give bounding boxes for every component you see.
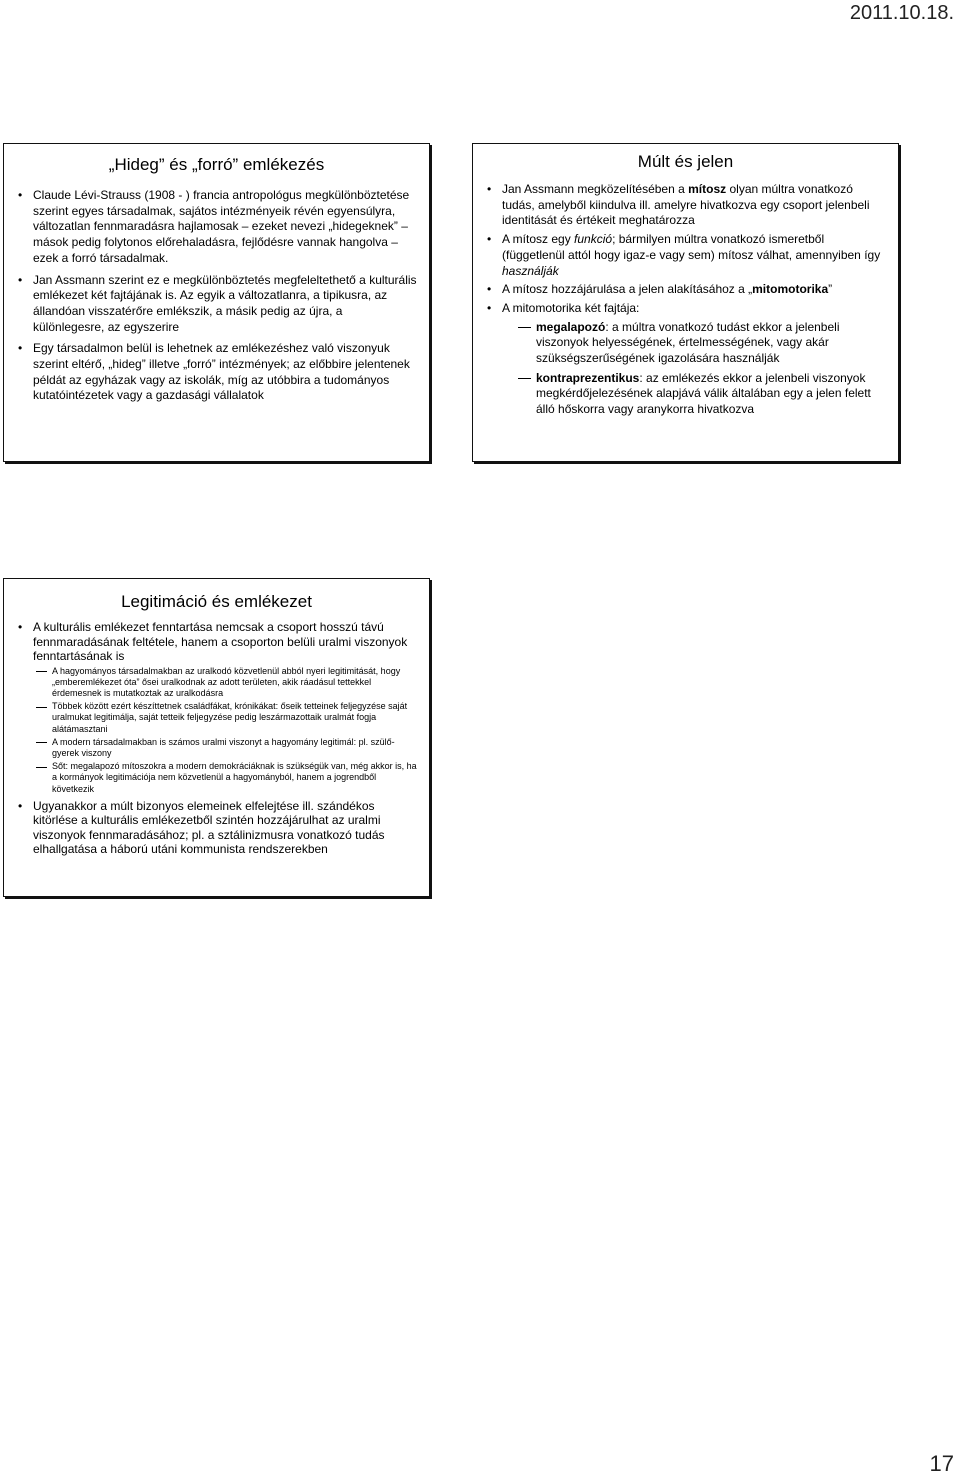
bullet-item: • Claude Lévi-Strauss (1908 - ) francia antropológus megkülönböztetése szerint egyes társadalmak, sajátos intézményeik révén egyensúlyra, változatlan fennmaradásra hajlamosak – ezeket nevezi „hidegeknek” – mások pedig folytonos előrehaladásra, fejlődésre vannak hangolva – ezek a forró társadalmak. — [16, 188, 417, 267]
keyword-mitomotorika: mitomotorika — [752, 282, 829, 297]
sub-bullet-item: A hagyományos társadalmakban az uralkodó közvetlenül abból nyeri legitimitását, hogy „emberemlékezet óta” ősei uralkodnak az adott területen, akik ráadásul tettekkel érdemesnek is mutatkoztak az uralkodásra — [33, 666, 417, 700]
sub-bullet-item: kontraprezentikus: az emlékezés ekkor a jelenbeli viszonyok megkérdőjelezésének alapjává válik általában egy a jelen felett álló hőskorra vagy aranykorra hivatkozva — [502, 371, 886, 418]
sub-bullet-item: megalapozó: a múltra vonatkozó tudást ekkor a jelenbeli viszonyok helyességének, értelmességének, vagy akár szükségszerűségének igazolására használják — [502, 320, 886, 367]
document-date: 2011.10.18. — [849, 2, 954, 24]
bullet-item: • A kulturális emlékezet fenntartása nemcsak a csoport hosszú távú fennmaradásának feltétele, hanem a csoporton belüli uralmi viszonyok fenntartásának is A hagyományos társadalmakban az uralkodó közvetlenül abból nyeri legitimitását, hogy „emberemlékezet óta” ősei uralkodnak az adott területen, akik ráadásul tettekkel érdemesnek is mutatkoztak az uralkodásra Többek között ezért készíttetnek családfákat, krónikákat: őseik tetteinek feljegyzése saját uralmukat legitimálja, saját tetteik feljegyzése pedig leszármazottaik uralmát fogja alátámasztani A modern társadalmakban is számos uralmi viszonyt a hagyomány legitimál: pl. szülő-gyerek viszony Sőt: megalapozó mítoszokra a modern demokráciáknak is szükségük van, még akkor is, ha a kormányok legitimációja nem közvetlenül a hagyományból, hanem a jogrendből következik — [16, 620, 417, 795]
slide-mult-es-jelen — [472, 143, 899, 462]
keyword-hasznaljak: használják — [502, 263, 559, 278]
sub-bullet-item: Többek között ezért készíttetnek családfákat, krónikákat: őseik tetteinek feljegyzése saját uralmukat legitimálja, saját tetteik feljegyzése pedig leszármazottaik uralmát fogja alátámasztani — [33, 701, 417, 735]
slide-title: Múlt és jelen — [637, 152, 734, 171]
sub-bullet-list — [502, 320, 886, 418]
sub-bullet-item: A modern társadalmakban is számos uralmi viszonyt a hagyomány legitimál: pl. szülő-gyerek viszony — [33, 737, 417, 759]
slide-legitimacio — [3, 578, 430, 897]
bullet-list — [16, 188, 417, 404]
slide-title: „Hideg” és „forró” emlékezés — [108, 155, 325, 174]
bullet-item: • Egy társadalmon belül is lehetnek az emlékezéshez való viszonyuk szerint eltérő, „hideg” illetve „forró” intézmények; az előbbire jelentenek példát az egyházak vagy az iskolák, míg az utóbbira a tudományos kutatóintézetek vagy a gazdasági vállalatok — [16, 341, 417, 404]
keyword-funkcio: funkció — [574, 232, 613, 247]
page-number: 17 — [929, 1451, 954, 1476]
bullet-item: • A mitomotorika két fajtája: megalapozó: a múltra vonatkozó tudást ekkor a jelenbeli viszonyok helyességének, értelmességének, vagy akár szükségszerűségének igazolására használják kontraprezentikus: az emlékezés ekkor a jelenbeli viszonyok megkérdőjelezésének alapjává válik általában egy a jelen felett álló hőskorra vagy aranykorra hivatkozva — [485, 301, 886, 418]
bullet-item: • Jan Assmann megközelítésében a mítosz olyan múltra vonatkozó tudás, amelyből kiindulva ill. amelyre hivatkozva egy csoport jelenbeli identitását és értékeit meghatározza — [485, 182, 886, 229]
bullet-list — [16, 620, 417, 857]
sub-bullet-list — [33, 666, 417, 795]
bullet-item: • A mítosz hozzájárulása a jelen alakításához a „mitomotorika” — [485, 282, 886, 298]
bullet-item: • A mítosz egy funkció; bármilyen múltra vonatkozó ismeretből (függetlenül attól hogy igaz-e vagy sem) mítosz válhat, amennyiben így használják — [485, 232, 886, 279]
sub-bullet-item: Sőt: megalapozó mítoszokra a modern demokráciáknak is szükségük van, még akkor is, ha a kormányok legitimációja nem közvetlenül a hagyományból, hanem a jogrendből következik — [33, 761, 417, 795]
slide-title: Legitimáció és emlékezet — [121, 592, 312, 611]
slide-hideg-forro — [3, 143, 430, 462]
keyword-mitosz: mítosz — [688, 182, 727, 196]
bullet-item: • Ugyanakkor a múlt bizonyos elemeinek elfelejtése ill. szándékos kitörlése a kulturális emlékezetből szintén hozzájárulhat az uralmi viszonyok fennmaradásához; pl. a sztálinizmusra vonatkozó tudás elhallgatása a háború utáni kommunista rendszerekben — [16, 799, 417, 857]
bullet-list — [485, 182, 886, 418]
bullet-item: • Jan Assmann szerint ez e megkülönböztetés megfeleltethető a kulturális emlékezet két fajtájának is. Az egyik a változatlanra, a tipikusra, az állandóan visszatérőre emlékszik, a másik pedig az újra, a különlegesre, az egyszerire — [16, 273, 417, 336]
